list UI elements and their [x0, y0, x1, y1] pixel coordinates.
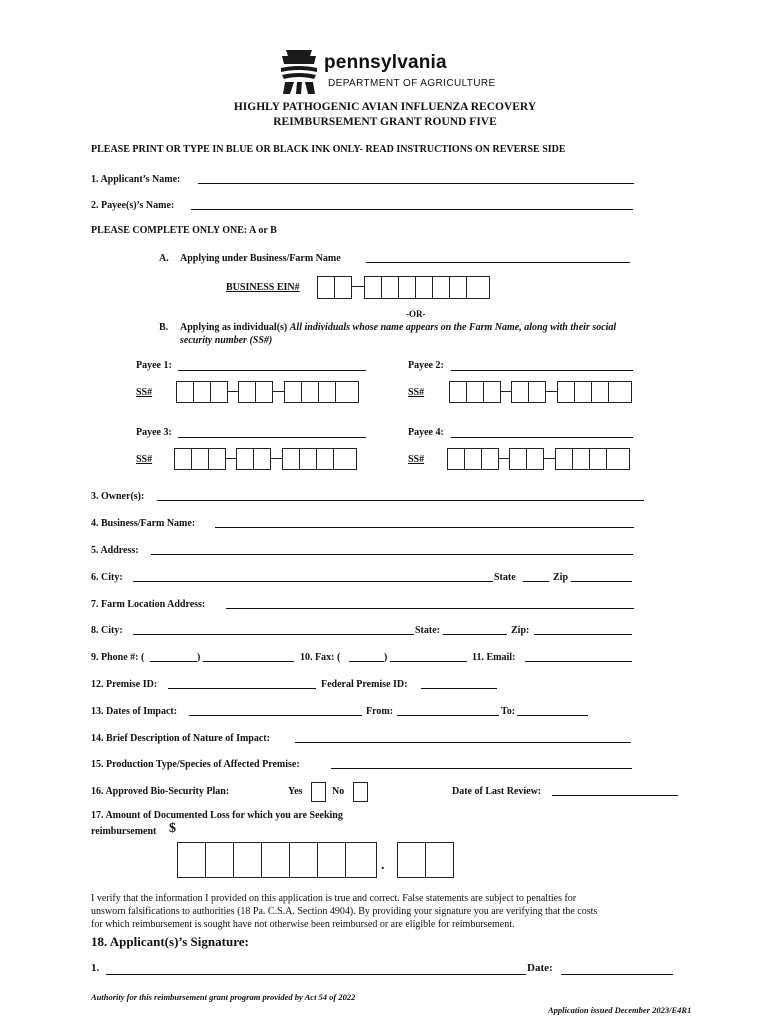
farm-state-label: State: — [415, 625, 440, 636]
to-label: To: — [501, 706, 516, 717]
ss-digit-box[interactable] — [606, 448, 630, 470]
zip-label: Zip — [553, 572, 569, 583]
ss-digit-box[interactable] — [511, 381, 529, 403]
fax-close-paren: ) — [384, 652, 388, 663]
amount-digit-box[interactable] — [289, 842, 318, 878]
last-review-label: Date of Last Review: — [452, 786, 542, 797]
address-label: 5. Address: — [91, 545, 139, 556]
city-label: 6. City: — [91, 572, 123, 583]
dollar-sign: $ — [169, 821, 176, 836]
ss-digit-box[interactable] — [572, 448, 590, 470]
ss-separator — [272, 391, 284, 392]
amount-digit-box[interactable] — [205, 842, 234, 878]
payee-3-label: Payee 3: — [136, 427, 172, 438]
no-checkbox[interactable] — [353, 782, 368, 802]
applicant-name-label: 1. Applicant’s Name: — [91, 174, 181, 185]
amount-digit-box[interactable] — [261, 842, 290, 878]
federal-premise-id-field[interactable] — [421, 688, 497, 689]
ss-digit-box[interactable] — [335, 381, 359, 403]
from-date-field[interactable] — [397, 715, 499, 716]
farm-state-field[interactable] — [443, 634, 507, 635]
verification-line3: for which reimbursement is sought have not otherwise been reimbursed or are eligible for reimbursement. — [91, 919, 515, 930]
payee-3-field[interactable] — [178, 437, 366, 438]
ss-digit-box[interactable] — [301, 381, 319, 403]
payee-1-ss-label: SS# — [136, 387, 153, 398]
ss-digit-box[interactable] — [236, 448, 254, 470]
signature-number: 1. — [91, 962, 100, 974]
state-field[interactable] — [523, 581, 549, 582]
ss-separator — [270, 458, 282, 459]
ss-digit-box[interactable] — [464, 448, 482, 470]
ein-digit-box[interactable] — [334, 276, 352, 299]
ss-digit-box[interactable] — [191, 448, 209, 470]
address-field[interactable] — [151, 554, 633, 555]
ss-digit-box[interactable] — [333, 448, 357, 470]
fax-number-field[interactable] — [390, 661, 467, 662]
application-issued-footnote: Application issued December 2023/E4R1 — [548, 1005, 692, 1015]
email-field[interactable] — [525, 661, 632, 662]
payee-1-label: Payee 1: — [136, 360, 172, 371]
verification-line1: I verify that the information I provided on this application is true and correct. False statements are subject to penalties for — [91, 893, 577, 904]
ss-digit-box[interactable] — [210, 381, 228, 403]
ss-digit-box[interactable] — [238, 381, 256, 403]
ss-digit-box[interactable] — [255, 381, 273, 403]
complete-one-label: PLEASE COMPLETE ONLY ONE: A or B — [91, 225, 277, 236]
option-a-letter: A. — [159, 253, 169, 264]
option-b-note-line2: security number (SS#) — [180, 335, 273, 346]
business-farm-name-label: 4. Business/Farm Name: — [91, 518, 196, 529]
farm-city-label: 8. City: — [91, 625, 123, 636]
payee-2-ss-label: SS# — [408, 387, 425, 398]
owners-label: 3. Owner(s): — [91, 491, 145, 502]
ss-digit-box[interactable] — [481, 448, 499, 470]
owners-field[interactable] — [157, 500, 644, 501]
ss-digit-box[interactable] — [193, 381, 211, 403]
logo-department: DEPARTMENT OF AGRICULTURE — [328, 78, 496, 89]
amount-digit-box[interactable] — [177, 842, 206, 878]
ein-digit-box[interactable] — [466, 276, 490, 299]
production-type-label: 15. Production Type/Species of Affected Premise: — [91, 759, 300, 770]
verification-line2: unsworn falsifications to authorities (18 Pa. C.S.A. Section 4904). By providing your signature you are verifying that the costs — [91, 906, 598, 917]
ss-digit-box[interactable] — [316, 448, 334, 470]
impact-description-label: 14. Brief Description of Nature of Impact: — [91, 733, 270, 744]
payee-2-label: Payee 2: — [408, 360, 444, 371]
from-label: From: — [366, 706, 394, 717]
ss-digit-box[interactable] — [574, 381, 592, 403]
biosecurity-plan-label: 16. Approved Bio-Security Plan: — [91, 786, 230, 797]
farm-location-field[interactable] — [226, 608, 634, 609]
ss-digit-box[interactable] — [318, 381, 336, 403]
form-title-line2: REIMBURSEMENT GRANT ROUND FIVE — [273, 116, 497, 128]
production-type-field[interactable] — [331, 768, 632, 769]
signature-date-label: Date: — [527, 962, 553, 974]
ss-digit-box[interactable] — [447, 448, 465, 470]
business-farm-name-line[interactable] — [215, 527, 634, 528]
ss-digit-box[interactable] — [589, 448, 607, 470]
cents-digit-box[interactable] — [397, 842, 426, 878]
ss-digit-box[interactable] — [208, 448, 226, 470]
payee-4-field[interactable] — [451, 437, 633, 438]
ein-digit-box[interactable] — [317, 276, 335, 299]
federal-premise-id-label: Federal Premise ID: — [321, 679, 408, 690]
to-date-field[interactable] — [517, 715, 588, 716]
payee-name-field[interactable] — [191, 209, 633, 210]
loss-amount-label-line2: reimbursement — [91, 826, 157, 837]
authority-footnote: Authority for this reimbursement grant program provided by Act 54 of 2022 — [91, 992, 356, 1002]
ss-digit-box[interactable] — [526, 448, 544, 470]
dates-of-impact-field[interactable] — [189, 715, 362, 716]
signature-date-field[interactable] — [561, 974, 673, 975]
ss-digit-box[interactable] — [608, 381, 632, 403]
payee-3-ss-label: SS# — [136, 454, 153, 465]
impact-description-field[interactable] — [295, 742, 631, 743]
logo-wordmark: pennsylvania — [324, 52, 447, 73]
ss-digit-box[interactable] — [483, 381, 501, 403]
yes-checkbox[interactable] — [311, 782, 326, 802]
ss-digit-box[interactable] — [528, 381, 546, 403]
amount-digit-box[interactable] — [233, 842, 262, 878]
ss-digit-box[interactable] — [176, 381, 194, 403]
ein-digit-box[interactable] — [364, 276, 382, 299]
option-b-note-line1: All individuals whose name appears on the Farm Name, along with their social — [289, 322, 617, 333]
farm-zip-field[interactable] — [534, 634, 632, 635]
ss-digit-box[interactable] — [555, 448, 573, 470]
ss-digit-box[interactable] — [591, 381, 609, 403]
phone-number-field[interactable] — [203, 661, 294, 662]
phone-area-code-field[interactable] — [150, 661, 197, 662]
phone-close-paren: ) — [197, 652, 201, 663]
ein-digit-box[interactable] — [449, 276, 467, 299]
yes-label: Yes — [288, 786, 303, 797]
decimal-point: . — [381, 858, 385, 873]
ss-digit-box[interactable] — [282, 448, 300, 470]
ss-separator — [545, 391, 557, 392]
farm-zip-label: Zip: — [511, 625, 530, 636]
ink-instruction: PLEASE PRINT OR TYPE IN BLUE OR BLACK INK ONLY- READ INSTRUCTIONS ON REVERSE SIDE — [91, 144, 566, 155]
ss-digit-box[interactable] — [174, 448, 192, 470]
or-divider: -OR- — [406, 309, 426, 319]
farm-location-label: 7. Farm Location Address: — [91, 599, 206, 610]
ss-digit-box[interactable] — [466, 381, 484, 403]
cents-digit-box[interactable] — [425, 842, 454, 878]
form-title-line1: HIGHLY PATHOGENIC AVIAN INFLUENZA RECOVERY — [233, 101, 537, 113]
phone-label: 9. Phone #: ( — [91, 652, 145, 663]
ein-digit-box[interactable] — [381, 276, 399, 299]
payee-1-field[interactable] — [178, 370, 366, 371]
ss-separator — [543, 458, 555, 459]
ss-digit-box[interactable] — [284, 381, 302, 403]
dates-of-impact-label: 13. Dates of Impact: — [91, 706, 178, 717]
payee-2-field[interactable] — [451, 370, 633, 371]
ss-digit-box[interactable] — [253, 448, 271, 470]
premise-id-label: 12. Premise ID: — [91, 679, 158, 690]
amount-digit-box[interactable] — [345, 842, 377, 878]
email-label: 11. Email: — [472, 652, 516, 663]
city-field[interactable] — [133, 581, 493, 582]
applicant-name-field[interactable] — [198, 183, 634, 184]
zip-field[interactable] — [571, 581, 632, 582]
ss-digit-box[interactable] — [557, 381, 575, 403]
ein-digit-box[interactable] — [432, 276, 450, 299]
no-label: No — [332, 786, 345, 797]
payee-name-label: 2. Payee(s)’s Name: — [91, 200, 175, 211]
ss-digit-box[interactable] — [299, 448, 317, 470]
loss-amount-label-line1: 17. Amount of Documented Loss for which you are Seeking — [91, 810, 343, 821]
last-review-field[interactable] — [552, 795, 678, 796]
farm-city-field[interactable] — [133, 634, 414, 635]
option-b-letter: B. — [159, 322, 169, 333]
business-ein-label: BUSINESS EIN# — [226, 282, 300, 293]
amount-digit-box[interactable] — [317, 842, 346, 878]
fax-label: 10. Fax: ( — [300, 652, 341, 663]
signature-heading: 18. Applicant(s)’s Signature: — [91, 934, 249, 949]
keystone-farm-icon — [278, 48, 320, 96]
ein-separator — [351, 286, 365, 287]
option-a-label: Applying under Business/Farm Name — [180, 253, 341, 264]
business-farm-name-field[interactable] — [366, 262, 630, 263]
ein-digit-box[interactable] — [398, 276, 416, 299]
premise-id-field[interactable] — [168, 688, 316, 689]
ss-digit-box[interactable] — [449, 381, 467, 403]
ein-digit-box[interactable] — [415, 276, 433, 299]
payee-4-ss-label: SS# — [408, 454, 425, 465]
option-b-label: Applying as individual(s) — [180, 322, 288, 333]
ss-digit-box[interactable] — [509, 448, 527, 470]
payee-4-label: Payee 4: — [408, 427, 444, 438]
state-label: State — [494, 572, 516, 583]
fax-area-code-field[interactable] — [349, 661, 384, 662]
signature-field[interactable] — [106, 974, 526, 975]
